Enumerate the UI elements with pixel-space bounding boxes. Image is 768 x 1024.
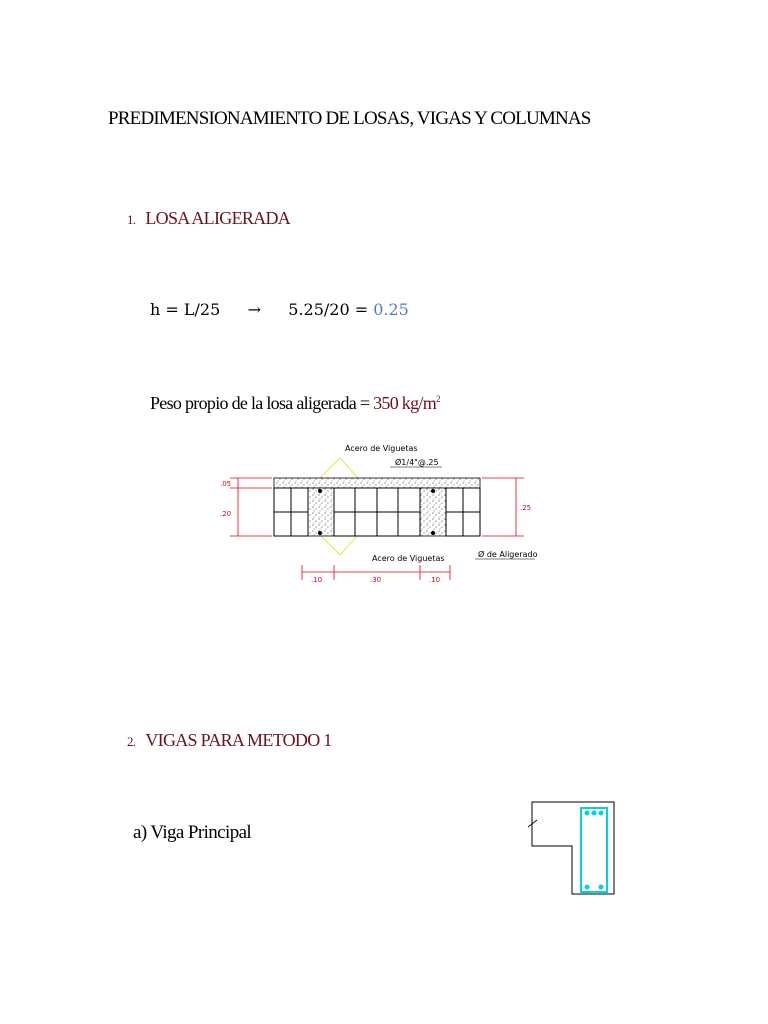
arrow-icon: → bbox=[247, 300, 261, 319]
beam-section-drawing bbox=[525, 800, 620, 900]
top-rebar-spacing: Ø1/4"@.25 bbox=[395, 458, 439, 467]
dim-bottom-2: .30 bbox=[370, 576, 382, 584]
section-1-label: LOSA ALIGERADA bbox=[145, 208, 291, 228]
self-weight-value: 350 kg/m bbox=[373, 393, 436, 413]
section-1-heading bbox=[127, 208, 290, 229]
page-title: PREDIMENSIONAMIENTO DE LOSAS, VIGAS Y COLUMNAS bbox=[108, 108, 591, 129]
bottom-rebar-label: Acero de Viguetas bbox=[372, 554, 445, 563]
dim-left-bottom: .20 bbox=[220, 510, 232, 518]
left-dimension-lines bbox=[230, 478, 272, 536]
section-2-heading bbox=[127, 730, 332, 751]
top-rebar-label: Acero de Viguetas bbox=[345, 444, 418, 453]
dim-right: .25 bbox=[520, 504, 532, 512]
dim-bottom-3: .10 bbox=[429, 576, 441, 584]
section-1-number: 1. bbox=[127, 212, 136, 227]
beam-outline bbox=[532, 802, 614, 894]
slab-section-drawing bbox=[210, 440, 550, 590]
section-2-number: 2. bbox=[127, 734, 136, 749]
beam-rebars bbox=[585, 811, 604, 890]
top-slab bbox=[274, 478, 480, 488]
section-2-label: VIGAS PARA METODO 1 bbox=[145, 730, 332, 750]
dim-left-top: .05 bbox=[220, 480, 232, 488]
self-weight-exponent: 2 bbox=[436, 394, 440, 404]
dim-bottom-1: .10 bbox=[311, 576, 323, 584]
self-weight-line bbox=[150, 393, 440, 414]
subsection-a-heading: a) Viga Principal bbox=[133, 822, 252, 843]
self-weight-label: Peso propio de la losa aligerada = bbox=[150, 393, 374, 413]
formula-rhs: 5.25/20 = bbox=[288, 300, 374, 319]
height-formula bbox=[150, 300, 409, 319]
hollow-bricks bbox=[274, 488, 480, 536]
joist-left bbox=[308, 488, 334, 536]
formula-lhs: h = L/25 bbox=[150, 300, 221, 319]
formula-result: 0.25 bbox=[373, 300, 409, 319]
stirrup bbox=[581, 808, 607, 892]
joist-right bbox=[420, 488, 446, 536]
brick-label: Ø de Aligerado bbox=[478, 550, 538, 559]
right-dimension-lines bbox=[482, 478, 524, 536]
